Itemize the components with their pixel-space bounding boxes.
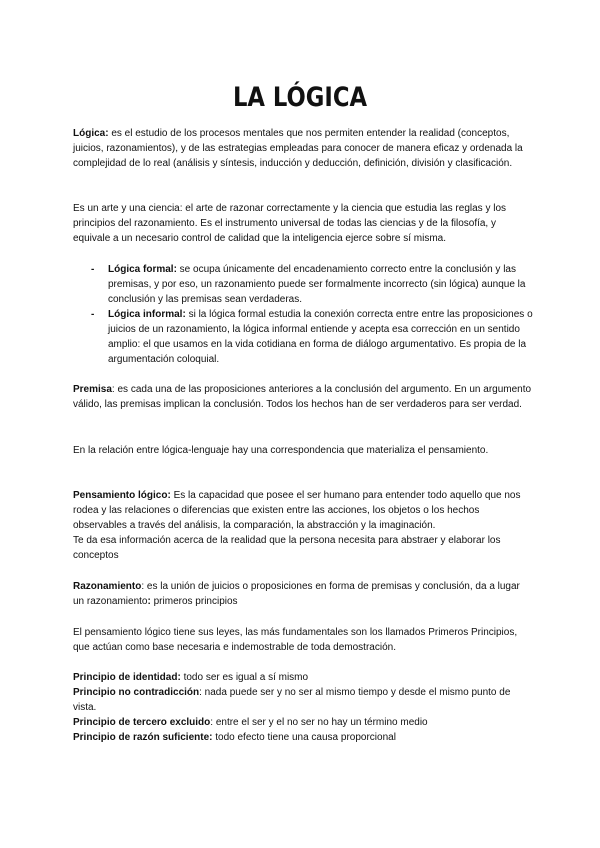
term-premisa: Premisa: [73, 384, 112, 395]
relacion-text: En la relación entre lógica-lenguaje hay una correspondencia que materializa el pensamiento.: [73, 445, 489, 456]
page-title: LA LÓGICA: [232, 82, 368, 113]
principle-term: Principio de tercero excluido: [73, 717, 211, 728]
list-bullet: -: [91, 264, 95, 275]
paragraph-logica-definition: [73, 126, 533, 171]
logica-definition-text: es el estudio de los procesos mentales que nos permiten entender la realidad (conceptos, juicios, razonamientos), y de las estrategias empleadas para conocer de manera eficaz y ordenada la complejidad de lo real (análisis y síntesis, inducción y deducción, definición, división y clasificación.: [73, 128, 523, 169]
arte-ciencia-text: Es un arte y una ciencia: el arte de razonar correctamente y la ciencia que estudia las reglas y los principios del razonamiento. Es el instrumento universal de todas las ciencias y de la filosofía, y equivale a un necesario control de calidad que la inteligencia ejerce sobre sí misma.: [73, 203, 507, 244]
pensamiento-text: Es la capacidad que posee el ser humano para entender todo aquello que nos rodea y las relaciones o diferencias que existen entre las acciones, los objetos o los hechos observables a través del análisis, la comparación, la abstracción y la imaginación.: [73, 490, 521, 531]
term-logica-formal: Lógica formal:: [108, 264, 177, 275]
paragraph-relacion: [73, 443, 533, 458]
principle-text: todo efecto tiene una causa proporcional: [212, 732, 396, 743]
term-logica: Lógica:: [73, 128, 109, 139]
paragraph-leyes: [73, 625, 533, 655]
principle-text: : nada puede ser y no ser al mismo tiempo y desde el mismo punto de vista.: [73, 687, 511, 713]
paragraph-arte-ciencia: [73, 201, 533, 246]
paragraph-razonamiento: [73, 579, 533, 609]
principle-identidad: [73, 670, 533, 685]
list-item-logica-informal: [91, 307, 533, 367]
principle-text: : entre el ser y el no ser no hay un término medio: [210, 717, 428, 728]
leyes-text: El pensamiento lógico tiene sus leyes, las más fundamentales son los llamados Primeros Principios, que actúan como base necesaria e indemostrable de toda demostración.: [73, 627, 518, 653]
logica-informal-text: si la lógica formal estudia la conexión correcta entre entre las proposiciones o juicios de un razonamiento, la lógica informal entiende y acepta esa corrección en un sentido amplio: el que usamos en la vida cotidiana en forma de diálogo argumentativo. Es propia de la argumentación coloquial.: [108, 309, 533, 365]
term-pensamiento-logico: Pensamiento lógico:: [73, 490, 171, 501]
principle-text: todo ser es igual a sí mismo: [180, 672, 309, 683]
paragraph-pensamiento-logico: [73, 488, 533, 563]
principle-tercero-excluido: [73, 715, 533, 730]
logica-formal-text: se ocupa únicamente del encadenamiento correcto entre la conclusión y las premisas, y por eso, un razonamiento puede ser formalmente incorrecto (sin lógica) aunque la conclusión y las premisas sean verdaderas.: [108, 264, 526, 305]
list-bullet: -: [91, 309, 95, 320]
premisa-text: : es cada una de las proposiciones anteriores a la conclusión del argumento. En un argumento válido, las premisas implican la conclusión. Todos los hechos han de ser verdaderos para ser verdad.: [73, 384, 532, 410]
razonamiento-text: : es la unión de juicios o proposiciones en forma de premisas y conclusión, da a lugar un razonamiento: [73, 581, 520, 607]
list-item-logica-formal: [91, 262, 533, 307]
term-razonamiento: Razonamiento: [73, 581, 142, 592]
pensamiento-extra-text: Te da esa información acerca de la realidad que la persona necesita para abstraer y elaborar los conceptos: [73, 535, 501, 561]
principles-list: [73, 670, 533, 745]
principle-term: Principio de identidad:: [73, 672, 181, 683]
principle-razon-suficiente: [73, 730, 533, 745]
razonamiento-colon: :: [147, 596, 151, 607]
principle-term: Principio de razón suficiente:: [73, 732, 213, 743]
razonamiento-text-2: primeros principios: [150, 596, 238, 607]
term-logica-informal: Lógica informal:: [108, 309, 186, 320]
principle-no-contradiccion: [73, 685, 533, 715]
principle-term: Principio no contradicción: [73, 687, 200, 698]
paragraph-premisa: [73, 382, 533, 412]
